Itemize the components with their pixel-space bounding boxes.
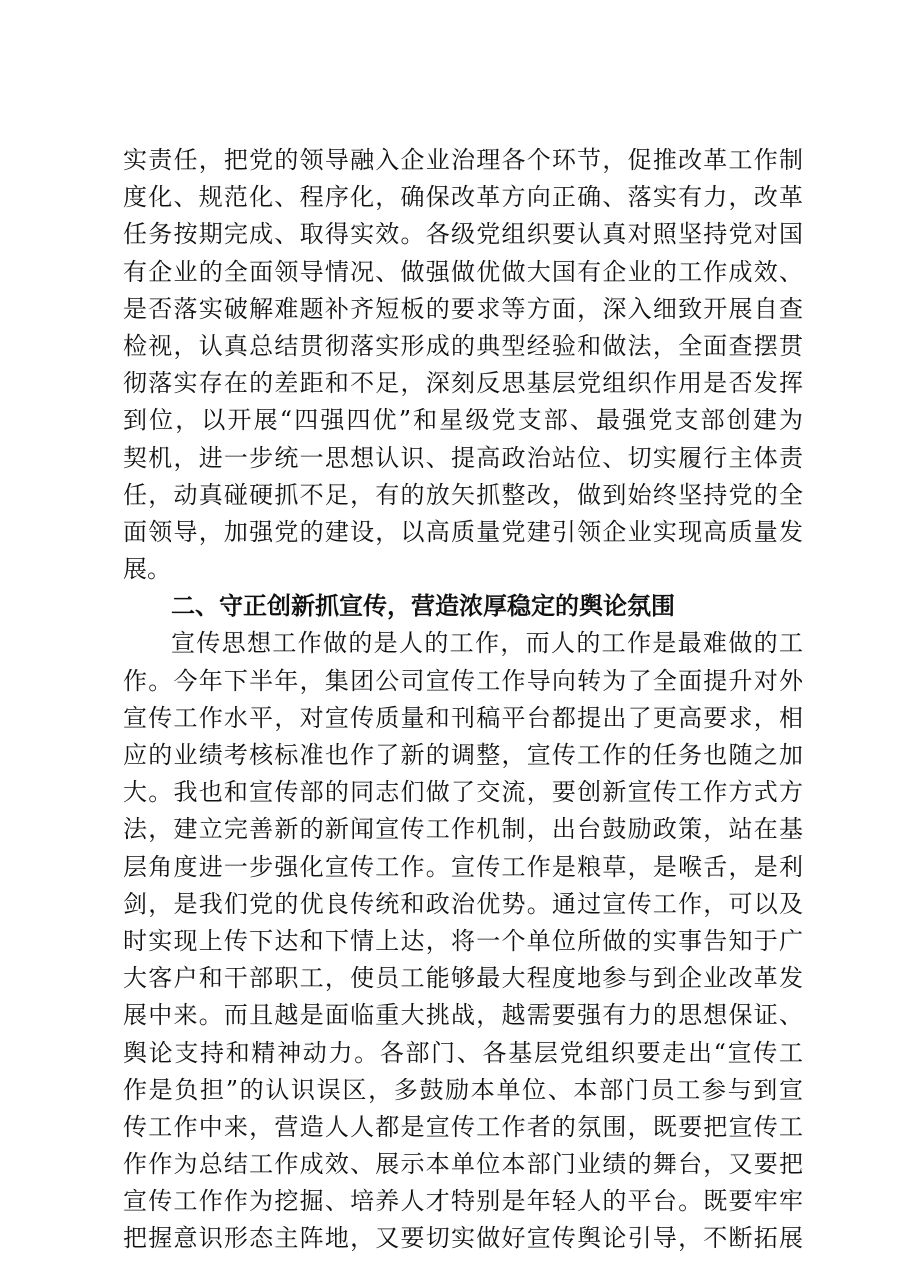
paragraph-line: 传工作中来，营造人人都是宣传工作者的氛围，既要把宣传工 <box>123 1112 803 1141</box>
paragraph-line: 是否落实破解难题补齐短板的要求等方面，深入细致开展自查 <box>123 294 803 323</box>
paragraph-line: 任，动真碰硬抓不足，有的放矢抓整改，做到始终坚持党的全 <box>123 480 803 509</box>
paragraph-line: 大客户和干部职工，使员工能够最大程度地参与到企业改革发 <box>123 964 803 993</box>
paragraph-line: 检视，认真总结贯彻落实形成的典型经验和做法，全面查摆贯 <box>123 331 803 360</box>
paragraph-line: 契机，进一步统一思想认识、提高政治站位、切实履行主体责 <box>123 443 803 472</box>
section-heading: 二、守正创新抓宣传，营造浓厚稳定的舆论氛围 <box>171 592 675 621</box>
paragraph-line: 应的业绩考核标准也作了新的调整，宣传工作的任务也随之加 <box>123 741 803 769</box>
paragraph-line: 宣传工作水平，对宣传质量和刊稿平台都提出了更高要求，相 <box>123 703 803 732</box>
paragraph-line: 度化、规范化、程序化，确保改革方向正确、落实有力，改革 <box>123 183 803 212</box>
paragraph-line: 法，建立完善新的新闻宣传工作机制，出台鼓励政策，站在基 <box>123 815 803 844</box>
paragraph-line: 剑，是我们党的优良传统和政治优势。通过宣传工作，可以及 <box>123 889 803 918</box>
paragraph-line: 作作为总结工作成效、展示本单位本部门业绩的舞台，又要把 <box>123 1150 803 1179</box>
paragraph-line: 宣传工作作为挖掘、培养人才特别是年轻人的平台。既要牢牢 <box>123 1187 803 1216</box>
paragraph-party-leadership <box>123 142 803 588</box>
paragraph-line: 任务按期完成、取得实效。各级党组织要认真对照坚持党对国 <box>123 220 803 249</box>
paragraph-line: 时实现上传下达和下情上达，将一个单位所做的实事告知于广 <box>123 926 803 955</box>
paragraph-line: 面领导，加强党的建设，以高质量党建引领企业实现高质量发 <box>123 517 803 546</box>
paragraph-line: 作是负担”的认识误区，多鼓励本单位、本部门员工参与到宣 <box>123 1075 803 1104</box>
paragraph-line: 把握意识形态主阵地，又要切实做好宣传舆论引导，不断拓展 <box>123 1224 803 1253</box>
paragraph-line: 展中来。而且越是面临重大挑战，越需要强有力的思想保证、 <box>123 1001 803 1030</box>
paragraph-line: 到位，以开展“四强四优”和星级党支部、最强党支部创建为 <box>123 406 803 435</box>
paragraph-publicity <box>123 625 803 1257</box>
paragraph-line: 作。今年下半年，集团公司宣传工作导向转为了全面提升对外 <box>123 666 803 695</box>
paragraph-line: 实责任，把党的领导融入企业治理各个环节，促推改革工作制 <box>123 146 803 174</box>
paragraph-line: 展。 <box>123 555 171 584</box>
paragraph-line: 大。我也和宣传部的同志们做了交流，要创新宣传工作方式方 <box>123 778 803 807</box>
paragraph-line: 彻落实存在的差距和不足，深刻反思基层党组织作用是否发挥 <box>123 369 803 398</box>
paragraph-line: 有企业的全面领导情况、做强做优做大国有企业的工作成效、 <box>123 257 803 286</box>
paragraph-line: 层角度进一步强化宣传工作。宣传工作是粮草，是喉舌，是利 <box>123 852 803 881</box>
paragraph-line: 舆论支持和精神动力。各部门、各基层党组织要走出“宣传工 <box>123 1038 803 1067</box>
paragraph-line: 宣传思想工作做的是人的工作，而人的工作是最难做的工 <box>171 629 803 658</box>
document-body <box>123 142 803 1258</box>
